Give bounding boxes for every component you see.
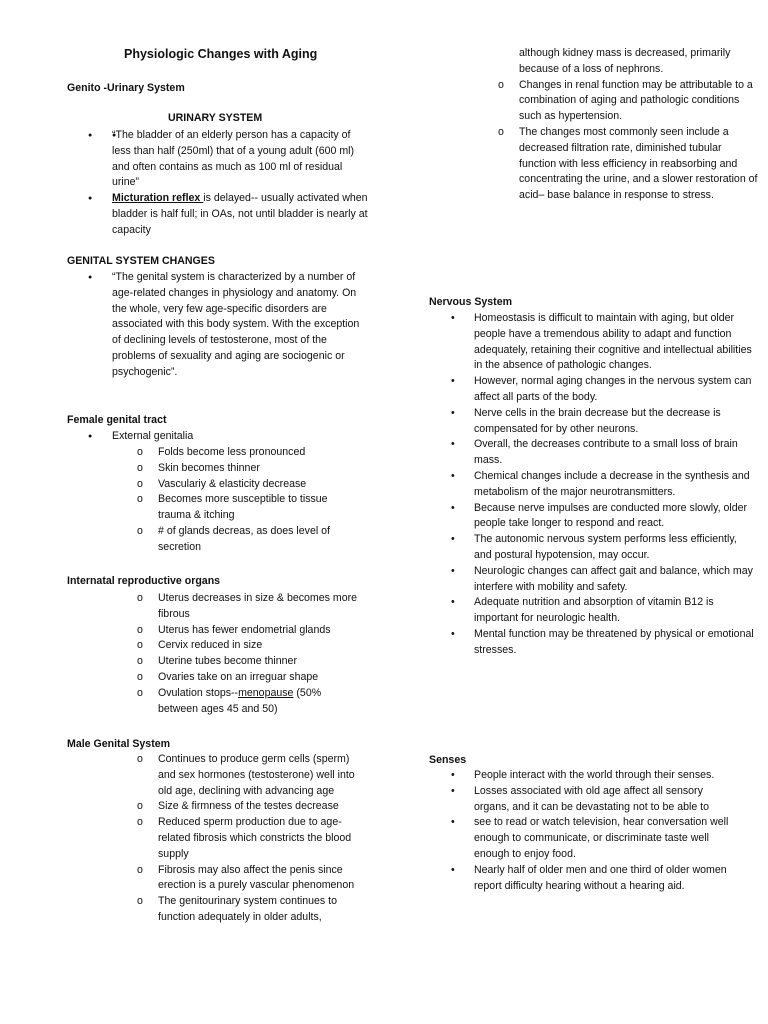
senses-heading: Senses: [429, 754, 467, 766]
list-item: although kidney mass is decreased, primarily because of a loss of nephrons.: [519, 47, 731, 75]
list-item: o Uterus decreases in size & becomes more fibrous: [137, 592, 358, 620]
genital-system-heading: GENITAL SYSTEM CHANGES: [67, 255, 215, 267]
list-item: • Mental function may be threatened by physical or emotional stresses.: [451, 627, 754, 656]
female-list: [88, 429, 362, 445]
micturation-label: Micturation reflex: [112, 192, 204, 205]
list-item: • The autonomic nervous system performs less efficiently, and postural hypotension, may occur.: [451, 533, 737, 561]
list-item: o Skin becomes thinner: [137, 461, 260, 474]
list-item: o Vasculariy & elasticity decrease: [137, 477, 307, 490]
list-item: • People interact with the world through their senses.: [451, 769, 715, 781]
page-title: Physiologic Changes with Aging: [124, 47, 318, 61]
urinary-system-heading: URINARY SYSTEM: [168, 112, 263, 124]
list-item: o Uterus has fewer endometrial glands: [137, 623, 331, 636]
list-item: o Ovaries take on an irreguar shape: [137, 670, 319, 683]
list-item: • Because nerve impulses are conducted more slowly, older people take longer to respond and react.: [451, 501, 748, 530]
menopause-link: menopause: [238, 686, 294, 699]
urinary-list: [88, 128, 370, 239]
list-item: • Nearly half of older men and one third of older women report difficulty hearing without a hearing aid.: [451, 863, 727, 892]
list-item: o # of glands decreas, as does level of secretion: [137, 524, 330, 553]
list-item: • see to read or watch television, hear conversation well enough to communicate, or discriminate taste well enough to enjoy food.: [451, 816, 729, 860]
renal-list: [498, 46, 759, 204]
male-genital-list: [137, 752, 363, 926]
list-item: • However, normal aging changes in the nervous system can affect all parts of the body.: [451, 375, 752, 403]
senses-list: [451, 768, 736, 894]
list-item: o Fibrosis may also affect the penis since erection is a purely vascular phenomenon: [137, 863, 355, 892]
list-item: o Changes in renal function may be attributable to a combination of aging and pathologic conditions such as hypertension.: [498, 78, 753, 123]
female-genital-heading: Female genital tract: [67, 414, 167, 426]
list-item: o The changes most commonly seen include a decreased filtration rate, diminished tubular function with less efficiency in reabsorbing and concentrating the urine, and a slower restoration of acid– base balance in response to stress.: [498, 125, 758, 202]
list-item: o The genitourinary system continues to function adequately in older adults,: [137, 895, 338, 923]
genital-list: [88, 270, 360, 381]
external-genitalia-list: [137, 445, 358, 556]
list-item: • Neurologic changes can affect gait and balance, which may interfere with mobility and safety.: [451, 564, 753, 593]
list-item: o Ovulation stops--menopause (50% between ages 45 and 50): [137, 686, 322, 715]
list-item: • Chemical changes include a decrease in the synthesis and metabolism of the major neurotransmitters.: [451, 469, 750, 498]
nervous-system-list: [451, 311, 756, 659]
list-item: • Overall, the decreases contribute to a small loss of brain mass.: [451, 438, 738, 467]
list-item: ● “The genital system is characterized by a number of age-related changes in physiology and anatomy. On the whole, very few age-specific disorders are associated with this body system. With the exception of declining levels of testosterone, most of the problems of sexuality and aging are sociogenic or psychogenic”.: [88, 271, 360, 378]
internal-organs-list: [137, 591, 358, 717]
internal-organs-heading: Internatal reproductive organs: [67, 575, 221, 587]
list-item: o Uterine tubes become thinner: [137, 655, 297, 668]
list-item: • Losses associated with old age affect all sensory organs, and it can be devastating not to be able to: [451, 784, 709, 813]
list-item: • Nerve cells in the brain decrease but the decrease is compensated for by other neurons.: [451, 406, 721, 435]
nervous-system-heading: Nervous System: [429, 296, 513, 308]
list-item: o Continues to produce germ cells (sperm) and sex hormones (testosterone) well into old age, declining with advancing age: [137, 753, 355, 797]
list-item: ● ● “The bladder of an elderly person has a capacity of less than half (250ml) that of a young adult (600 ml) and often contains as much as 100 ml of residual urine”: [112, 128, 370, 191]
list-item: o Becomes more susceptible to tissue trauma & itching: [137, 493, 328, 522]
male-genital-heading: Male Genital System: [67, 738, 171, 750]
list-item: ● External genitalia: [88, 430, 194, 442]
list-item: o Size & firmness of the testes decrease: [137, 800, 339, 813]
list-item: o Reduced sperm production due to age-related fibrosis which constricts the blood supply: [137, 816, 352, 860]
genito-urinary-heading: Genito -Urinary System: [67, 82, 185, 94]
list-item: • Adequate nutrition and absorption of vitamin B12 is important for neurologic health.: [451, 596, 714, 625]
list-item: • Homeostasis is difficult to maintain with aging, but older people have a tremendous ability to adapt and function adequately, retaining their cognitive and intellectual abilities in the absence of pathologic changes.: [451, 312, 752, 372]
list-item: o Cervix reduced in size: [137, 639, 263, 652]
list-item: o Folds become less pronounced: [137, 446, 306, 458]
list-item: ● Micturation reflex is delayed-- usually activated when bladder is half full; in OAs, not until bladder is nearly at capacity: [88, 192, 368, 236]
